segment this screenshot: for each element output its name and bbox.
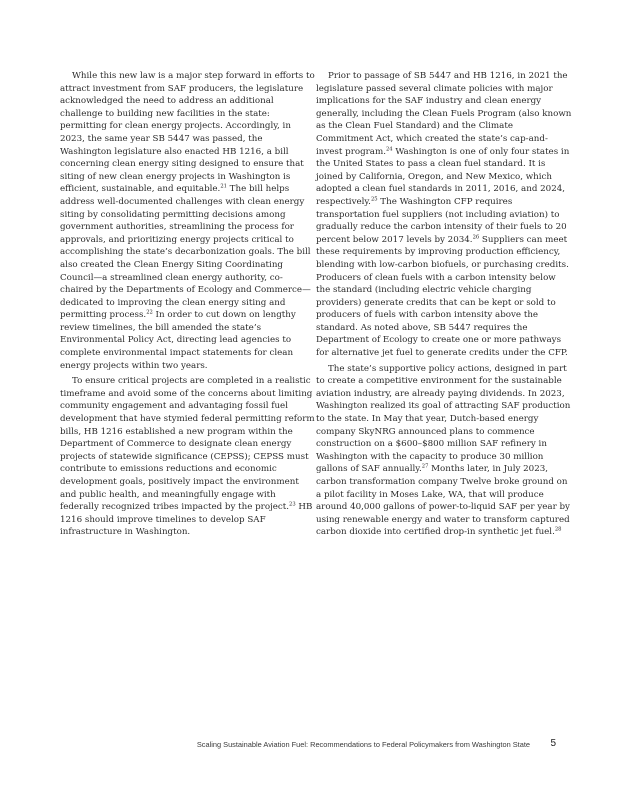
body-paragraph bbox=[60, 70, 316, 372]
paragraph-text: Suppliers can meet these requirements by improving production efficiency, blending with low-carbon biofuels, or purchasing credits. Producers of clean fuels with a carbon intensity below the standard (including electric vehicle charging providers) generate credits that can be kept or sold to producers of fuels with carbon intensity above the standard. As noted above, SB 5447 requires the Department of Ecology to create one or more pathways for alternative jet fuel to generate credits under the CFP. bbox=[316, 234, 569, 359]
paragraph-text: In order to cut down on lengthy review timelines, the bill amended the state’s Environmental Policy Act, directing lead agencies to complete environmental impact statements for clean energy projects within two years. bbox=[60, 310, 296, 371]
left-text-column bbox=[60, 70, 316, 539]
paragraph-text: The state’s supportive policy actions, designed in part to create a competitive environment for the sustainable aviation industry, are already paying dividends. In 2023, Washington realized its goal of attracting SAF production to the state. In May that year, Dutch-based energy company SkyNRG announced plans to commence construction on a $600–$800 million SAF refinery in Washington with the capacity to produce 30 million gallons of SAF annually. bbox=[316, 363, 571, 475]
footer-document-title: Scaling Sustainable Aviation Fuel: Recommendations to Federal Policymakers from Washington State bbox=[196, 740, 530, 749]
footnote-reference: 21 bbox=[220, 183, 227, 190]
paragraph-text: Prior to passage of SB 5447 and HB 1216, in 2021 the legislature passed several climate policies with major implications for the SAF industry and clean energy generally, including the Clean Fuels Program (also known as the Clean Fuel Standard) and the Climate Commitment Act, which created the state’s cap-and-invest program. bbox=[316, 71, 572, 157]
paragraph-text: While this new law is a major step forward in efforts to attract investment from SAF producers, the legislature acknowledged the need to address an additional challenge to building new facilities in the state: permitting for clean energy projects. Accordingly, in 2023, the same year SB 5447 was passed, the Washington legislature also enacted HB 1216, a bill concerning clean energy siting designed to ensure that siting of new clean energy projects in Washington is efficient, sustainable, and equitable. bbox=[60, 71, 315, 195]
paragraph-text: The bill helps address well-documented challenges with clean energy siting by consolidating permitting decisions among government authorities, streamlining the process for approvals, and prioritizing energy projects critical to accomplishing the state’s decarbonization goals. The bill also created the Clean Energy Siting Coordinating Council—a streamlined clean energy authority, co-chaired by the Departments of Ecology and Commerce—dedicated to improving the clean energy siting and permitting process. bbox=[60, 184, 311, 321]
paragraph-text: Months later, in July 2023, carbon transformation company Twelve broke ground on a pilot facility in Moses Lake, WA, that will produce around 40,000 gallons of power-to-liquid SAF per year by using renewable energy and water to transform captured carbon dioxide into certified drop-in synthetic jet fuel. bbox=[316, 464, 570, 538]
footnote-reference: 26 bbox=[472, 234, 480, 241]
footnote-reference: 22 bbox=[146, 309, 153, 316]
footnote-reference: 24 bbox=[385, 146, 393, 153]
right-text-column bbox=[316, 70, 572, 539]
body-paragraph bbox=[316, 70, 572, 360]
paragraph-text: To ensure critical projects are completed in a realistic timeframe and avoid some of the concerns about limiting community engagement and advantaging fossil fuel development that have stymied federal permitting reform bills, HB 1216 established a new program within the Department of Commerce to designate clean energy projects of statewide significance (CEPSS); CEPSS must contribute to emissions reductions and economic development goals, positively impact the environment and public health, and meaningfully engage with federally recognized tribes impacted by the project. bbox=[60, 376, 315, 513]
footnote-reference: 27 bbox=[421, 463, 429, 470]
body-paragraph bbox=[60, 375, 316, 539]
footnote-reference: 25 bbox=[370, 196, 378, 203]
page-footer bbox=[0, 740, 618, 754]
paragraph-text: The Washington CFP requires transportation fuel suppliers (not including aviation) to gradually reduce the carbon intensity of their fuels to 20 percent below 2017 levels by 2034. bbox=[316, 196, 567, 245]
footnote-reference: 28 bbox=[554, 526, 562, 533]
footnote-reference: 23 bbox=[289, 501, 296, 508]
footer-page-number: 5 bbox=[550, 738, 556, 749]
paragraph-text: Washington is one of only four states in the United States to pass a clean fuel standard. It is joined by California, Oregon, and New Mexico, which adopted a clean fuel standards in 2011, 2016, and 2024, respectively. bbox=[316, 146, 570, 207]
body-paragraph bbox=[316, 363, 572, 539]
paragraph-text: HB 1216 should improve timelines to develop SAF infrastructure in Washington. bbox=[60, 502, 313, 538]
